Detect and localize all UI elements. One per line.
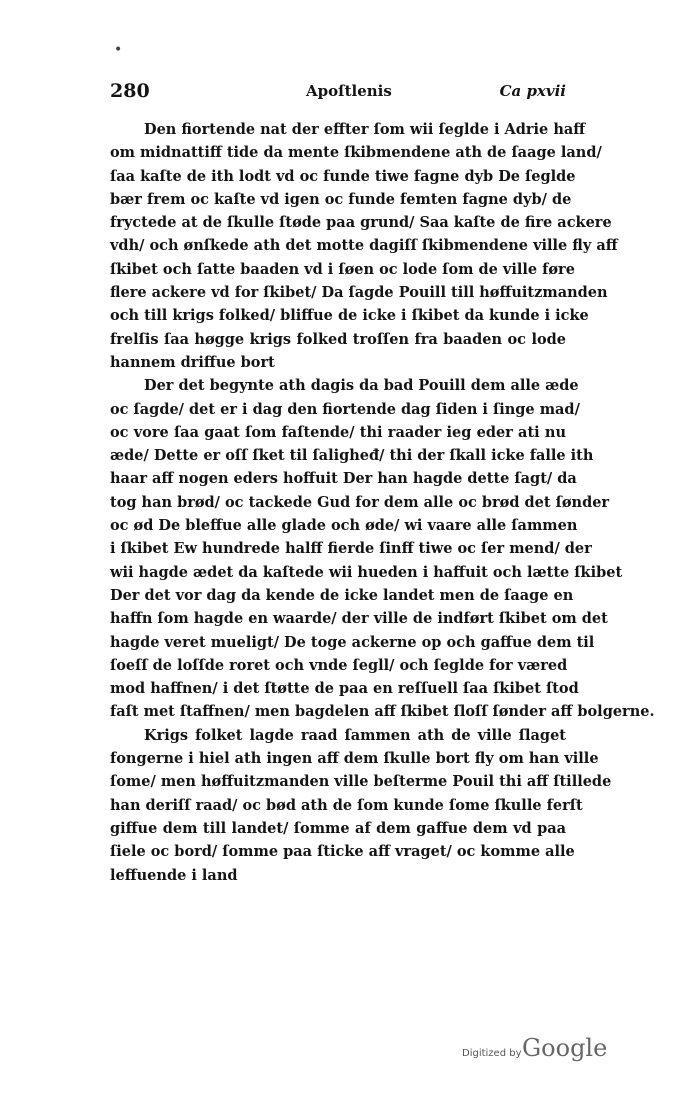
text-line: fryctede at de ſkulle ſtøde paa grund/ Saa kaſte de fire ackere [110,214,612,232]
page-number: 280 [110,80,150,102]
text-line: ſoeſſ de loſſde roret och vnde ſegll/ och ſeglde for væred [110,656,568,674]
page-header [110,80,566,104]
text-line: han deriſſ raad/ oc bød ath de ſom kunde ſome ſkulle ferſt [110,796,583,814]
text-line: oc vore ſaa gaat ſom faſtende/ thi raader ieg eder ati nu [110,423,566,441]
text-line: ſkibet och ſatte baaden vd i ſøen oc lode ſom de ville føre [110,260,575,278]
text-line: giffue dem till landet/ ſomme af dem gaffue dem vd paa [110,819,566,837]
digitized-label: Digitized by [462,1048,522,1059]
text-line: haar aff nogen eders hoffuit Der han hagde dette ſagt/ da [110,470,577,488]
text-line: mod haffnen/ i det ſtøtte de paa en reſſuell ſaa ſkibet ſtod [110,680,579,698]
text-line: bær frem oc kaſte vd igen oc funde femten fagne dyb/ de [110,190,572,208]
text-line: fongerne i hiel ath ingen aff dem ſkulle bort fly om han ville [110,750,599,768]
text-line: oc ſagde/ det er i dag den fiortende dag ſiden i ſinge mad/ [110,400,580,418]
text-line: Den fiortende nat der effter ſom wii ſeglde i Adrie haff [144,121,586,138]
text-line: hannem driffue bort [110,353,275,371]
text-line: wii hagde ædet da kaſtede wii hueden i haffuit och lætte ſkibet [110,563,623,581]
text-line: æde/ Dette er oſſ ſket til ſaligheđ/ thi der ſkall icke falle ith [110,447,594,465]
body-text [110,118,655,887]
text-line: ſiele oc bord/ ſomme paa ſticke aff vraget/ oc komme alle [110,843,575,861]
running-title: Apoſtlenis [306,82,392,100]
text-line: om midnattiff tide da mente ſkibmendene ath de ſaage land/ [110,144,602,162]
google-logo: Google [522,1034,608,1062]
text-line: frelſis ſaa høgge krigs folked troſſen fra baaden oc lode [110,330,566,348]
text-line: Der det begynte ath dagis da bad Pouill dem alle æde [144,377,579,395]
text-line: tog han brød/ oc tackede Gud for dem alle oc brød det ſønder [110,493,610,511]
text-line: vdh/ och ønſkede ath det motte dagiſſ ſkibmendene ville fly aff [110,237,618,255]
text-line: faſt met ſtaffnen/ men bagdelen aff ſkibet ſloſſ ſønder aff bolgerne. [110,703,655,721]
text-line: ſaa kaſte de ith lodt vd oc funde tiwe fagne dyb De ſeglde [110,167,576,185]
text-line: leffuende i land [110,866,238,884]
text-line: Krigs folket lagde raad ſammen ath de ville ſlaget [144,726,566,744]
text-line: hagde veret mueligt/ De toge ackerne op och gaffue dem til [110,633,595,651]
print-specks: • [114,42,129,58]
text-line: i ſkibet Ew hundrede halff fierde ſinff tiwe oc ſer mend/ der [110,540,592,558]
text-line: haffn ſom hagde en waarde/ der ville de indført ſkibet om det [110,610,608,628]
chapter-mark: Ca pxvii [499,82,566,100]
text-line: ſome/ men høffuitzmanden ville beſterme Pouil thi aff ſtillede [110,773,612,791]
text-line: och till krigs folked/ bliffue de icke i ſkibet da kunde i icke [110,307,589,325]
text-line: oc ød De bleffue alle glade och øde/ wi vaare alle ſammen [110,517,578,535]
text-line: flere ackere vd for ſkibet/ Da ſagde Pouill till høffuitzmanden [110,284,608,302]
text-line: Der det vor dag da kende de icke landet men de ſaage en [110,586,574,604]
